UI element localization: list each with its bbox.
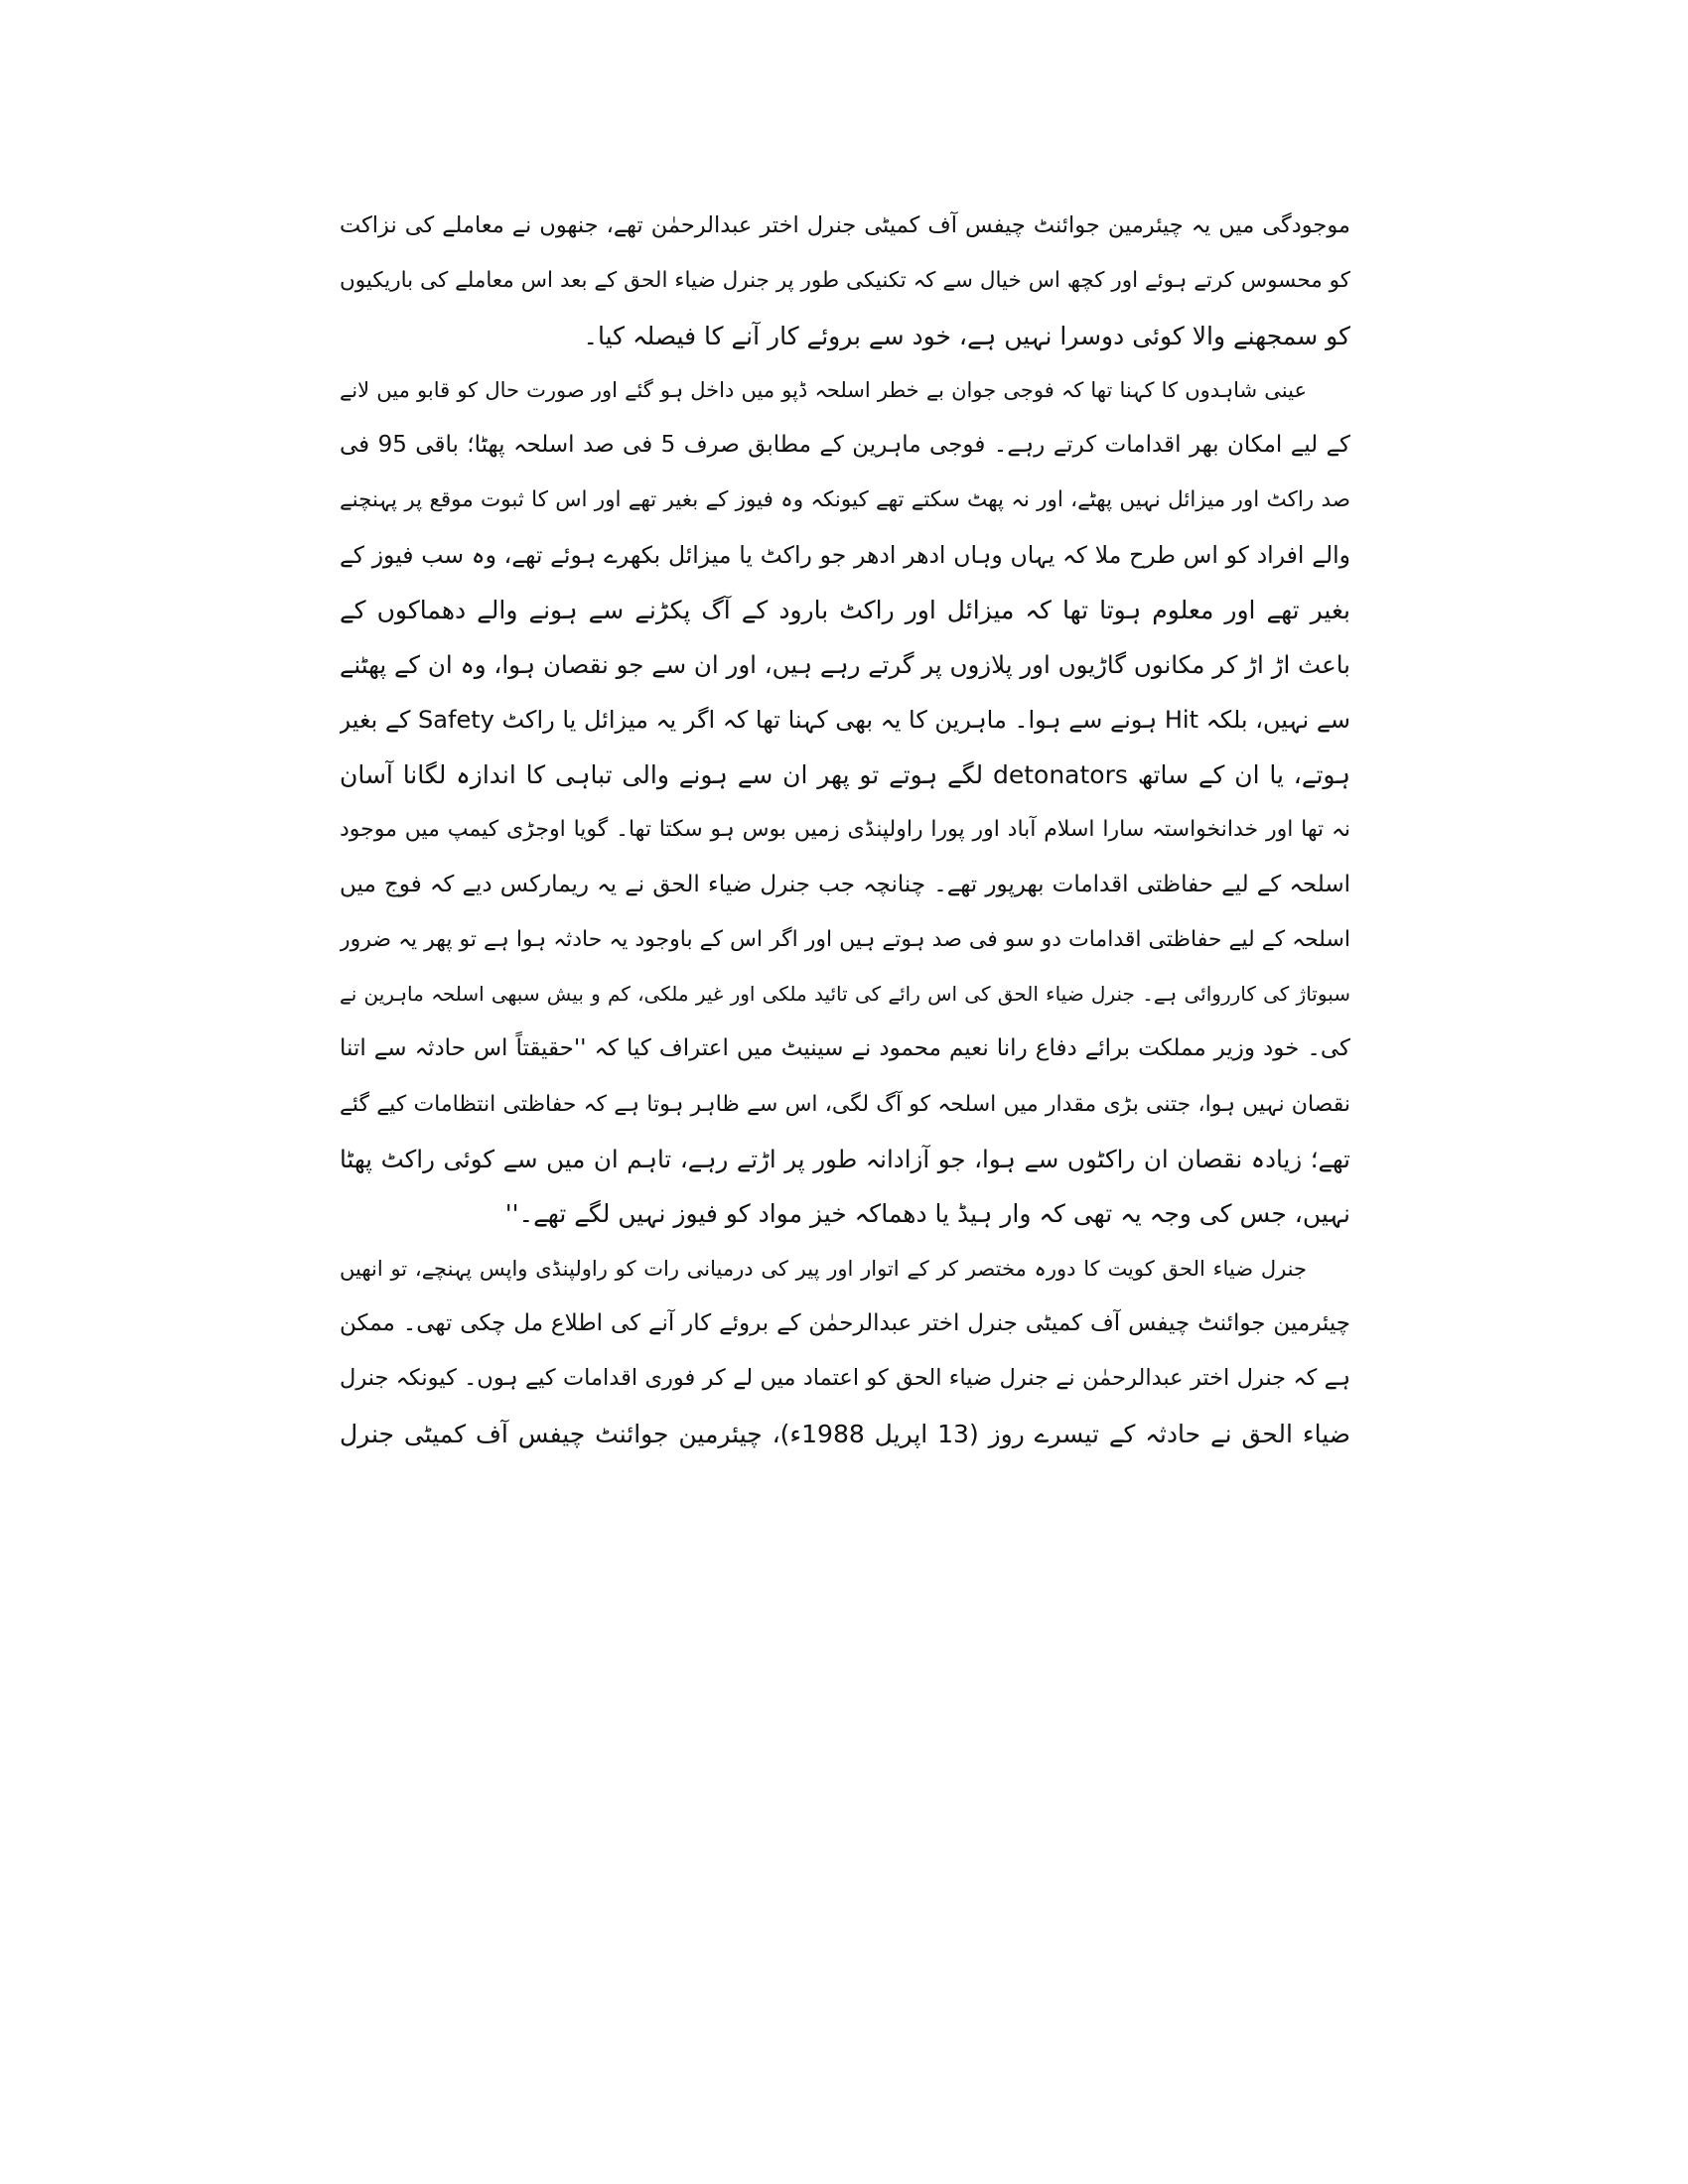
- paragraph-1: [340, 199, 1350, 363]
- text-line: نہ تھا اور خدانخواستہ سارا اسلام آباد اور پورا راولپنڈی زمیں بوس ہو سکتا تھا۔ گویا اوجڑی کیمپ میں موجود: [340, 817, 1350, 843]
- text-line: والے افراد کو اس طرح ملا کہ یہاں وہاں ادھر ادھر جو راکٹ یا میزائل بکھرے ہوئے تھے، وہ سب فیوز کے: [340, 540, 1350, 569]
- text-line: ضیاء الحق نے حادثہ کے تیسرے روز (13 اپریل 1988ء)، چیئرمین جوائنٹ چیفس آف کمیٹی جنرل: [340, 1419, 1350, 1448]
- text-line: نہیں، جس کی وجہ یہ تھی کہ وار ہیڈ یا دھماکہ خیز مواد کو فیوز نہیں لگے تھے۔'': [504, 1199, 1350, 1229]
- body-text: [340, 199, 1350, 1461]
- text-line: ہے کہ جنرل اختر عبدالرحمٰن نے جنرل ضیاء الحق کو اعتماد میں لے کر فوری اقدامات کیے ہوں۔ کیونکہ جنرل: [340, 1365, 1350, 1392]
- text-line: سے نہیں، بلکہ Hit ہونے سے ہوا۔ ماہرین کا یہ بھی کہنا تھا کہ اگر یہ میزائل یا راکٹ Safety کے بغیر: [340, 705, 1350, 734]
- paragraph-3: [340, 1242, 1350, 1461]
- text-line: تھے؛ زیادہ نقصان ان راکٹوں سے ہوا، جو آزادانہ طور پر اڑتے رہے، تاہم ان میں سے کوئی راکٹ پھٹا: [340, 1145, 1350, 1174]
- text-line: چیئرمین جوائنٹ چیفس آف کمیٹی جنرل اختر عبدالرحمٰن کے بروئے کار آنے کی اطلاع مل چکی تھی۔ ممکن: [340, 1309, 1350, 1336]
- paragraph-2: [340, 363, 1350, 1242]
- text-line: اسلحہ کے لیے حفاظتی اقدامات دو سو فی صد ہوتے ہیں اور اگر اس کے باوجود یہ حادثہ ہوا ہے تو پھر یہ ضرور: [340, 926, 1350, 952]
- text-line: کے لیے امکان بھر اقدامات کرتے رہے۔ فوجی ماہرین کے مطابق صرف 5 فی صد اسلحہ پھٹا؛ باقی 95 فی: [340, 432, 1350, 459]
- text-line: کو محسوس کرتے ہوئے اور کچھ اس خیال سے کہ تکنیکی طور پر جنرل ضیاء الحق کے بعد اس معاملے کی باریکیوں: [340, 268, 1350, 294]
- text-line: نقصان نہیں ہوا، جتنی بڑی مقدار میں اسلحہ کو آگ لگی، اس سے ظاہر ہوتا ہے کہ حفاظتی انتظامات کیے گئے: [340, 1091, 1350, 1117]
- text-line: کی۔ خود وزیر مملکت برائے دفاع رانا نعیم محمود نے سینیٹ میں اعتراف کیا کہ ''حقیقتاً اس حادثہ سے اتنا: [340, 1035, 1350, 1062]
- text-line: ہوتے، یا ان کے ساتھ detonators لگے ہوتے تو پھر ان سے ہونے والی تباہی کا اندازہ لگانا آسان: [340, 759, 1350, 789]
- text-line: باعث اڑ اڑ کر مکانوں گاڑیوں اور پلازوں پر گرتے رہے ہیں، اور ان سے جو نقصان ہوا، وہ ان کے پھٹنے: [340, 650, 1350, 680]
- text-line: اسلحہ کے لیے حفاظتی اقدامات بھرپور تھے۔ چنانچہ جب جنرل ضیاء الحق نے یہ ریمارکس دیے کہ فوج میں: [340, 871, 1350, 897]
- text-line: صد راکٹ اور میزائل نہیں پھٹے، اور نہ پھٹ سکتے تھے کیونکہ وہ فیوز کے بغیر تھے اور اس کا ثبوت موقع پر پہنچنے: [340, 487, 1350, 513]
- text-line: جنرل ضیاء الحق کویت کا دورہ مختصر کر کے اتوار اور پیر کی درمیانی رات کو راولپنڈی واپس پہنچے، تو انھیں: [340, 1256, 1307, 1281]
- text-line: بغیر تھے اور معلوم ہوتا تھا کہ میزائل اور راکٹ بارود کے آگ پکڑنے سے ہونے والے دھماکوں کے: [340, 596, 1350, 625]
- text-line: کو سمجھنے والا کوئی دوسرا نہیں ہے، خود سے بروئے کار آنے کا فیصلہ کیا۔: [583, 321, 1350, 350]
- text-line: موجودگی میں یہ چیئرمین جوائنٹ چیفس آف کمیٹی جنرل اختر عبدالرحمٰن تھے، جنھوں نے معاملے کی نزاکت: [340, 212, 1350, 238]
- text-line: سبوتاژ کی کارروائی ہے۔ جنرل ضیاء الحق کی اس رائے کی تائید ملکی اور غیر ملکی، کم و بیش سبھی اسلحہ ماہرین نے: [340, 982, 1350, 1007]
- text-line: عینی شاہدوں کا کہنا تھا کہ فوجی جوان بے خطر اسلحہ ڈپو میں داخل ہو گئے اور صورت حال کو قابو میں لانے: [340, 377, 1307, 402]
